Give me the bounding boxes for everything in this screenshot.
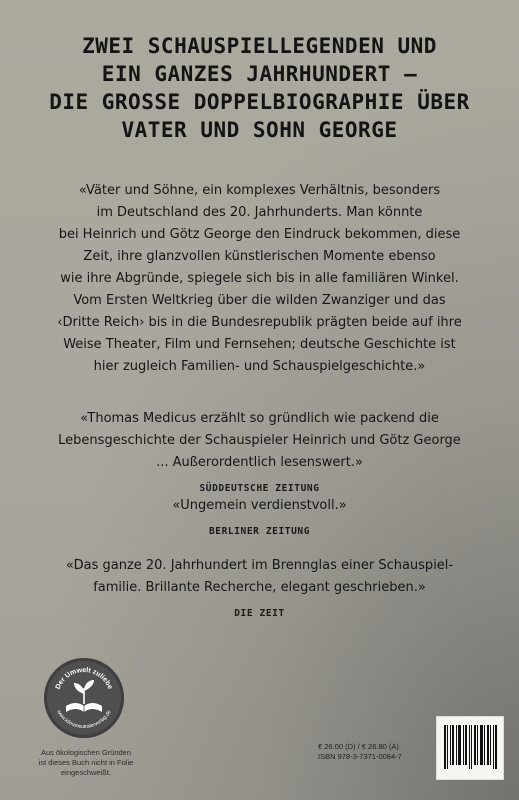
review-quote bbox=[40, 495, 479, 543]
blurb-line: hier zugleich Familien- und Schauspielgeschichte.» bbox=[93, 359, 426, 374]
eco-note-line: ist dieses Buch nicht in Folie bbox=[38, 758, 134, 767]
barcode bbox=[436, 716, 504, 780]
blurb-line: bei Heinrich und Götz George den Eindruck bekommen, diese bbox=[58, 227, 461, 242]
eco-note-line: eingeschweißt. bbox=[60, 768, 112, 777]
blurb-line: ‹Dritte Reich› bis in die Bundesrepublik prägten beide auf ihre bbox=[57, 315, 462, 330]
eco-badge bbox=[44, 658, 124, 738]
blurb-line: wie ihre Abgründe, spiegele sich bis in alle familiären Winkel. bbox=[60, 271, 459, 286]
quote-source: SÜDDEUTSCHE ZEITUNG bbox=[199, 483, 320, 494]
blurb-line: «Väter und Söhne, ein komplexes Verhältnis, besonders bbox=[78, 183, 441, 198]
badge-top-text: Der Umwelt zuliebe bbox=[54, 666, 114, 691]
quote-source: DIE ZEIT bbox=[234, 608, 285, 619]
headline-line: ZWEI SCHAUSPIELLEGENDEN UND bbox=[82, 34, 437, 58]
review-quote bbox=[40, 555, 479, 625]
price-line: € 26.00 (D) / € 26.80 (A) bbox=[318, 742, 399, 751]
eco-note bbox=[30, 748, 142, 778]
quote-line: Lebensgeschichte der Schauspieler Heinrich und Götz George bbox=[58, 433, 461, 448]
barcode-icon bbox=[442, 723, 498, 773]
review-quote bbox=[40, 408, 479, 500]
headline-line: DIE GROSSE DOPPELBIOGRAPHIE ÜBER bbox=[49, 90, 470, 114]
quote-line: familie. Brillante Recherche, elegant geschrieben.» bbox=[93, 580, 426, 595]
badge-bottom-text: www.klimaneutralerverlag.de bbox=[55, 709, 113, 731]
headline bbox=[30, 32, 489, 144]
quote-line: «Ungemein verdienstvoll.» bbox=[172, 498, 347, 513]
blurb-line: im Deutschland des 20. Jahrhunderts. Man könnte bbox=[96, 205, 423, 220]
blurb-line: Weise Theater, Film und Fernsehen; deutsche Geschichte ist bbox=[63, 337, 456, 352]
quote-line: ... Außerordentlich lesenswert.» bbox=[156, 455, 363, 470]
blurb-line: Vom Ersten Weltkrieg über die wilden Zwanziger und das bbox=[73, 293, 446, 308]
quote-line: «Das ganze 20. Jahrhundert im Brennglas einer Schauspiel- bbox=[65, 558, 454, 573]
headline-line: EIN GANZES JAHRHUNDERT – bbox=[101, 62, 418, 86]
eco-note-line: Aus ökologischen Gründen bbox=[40, 748, 132, 757]
quote-line: «Thomas Medicus erzählt so gründlich wie packend die bbox=[80, 411, 439, 426]
blurb-main bbox=[40, 180, 479, 378]
blurb-line: Zeit, ihre glanzvollen künstlerischen Momente ebenso bbox=[83, 249, 436, 264]
open-book-plant-icon bbox=[44, 658, 124, 738]
quote-source: BERLINER ZEITUNG bbox=[208, 526, 311, 537]
price-info bbox=[318, 742, 402, 762]
headline-line: VATER UND SOHN GEORGE bbox=[121, 118, 398, 142]
isbn-line: ISBN 978-3-7371-0084-7 bbox=[318, 752, 402, 761]
